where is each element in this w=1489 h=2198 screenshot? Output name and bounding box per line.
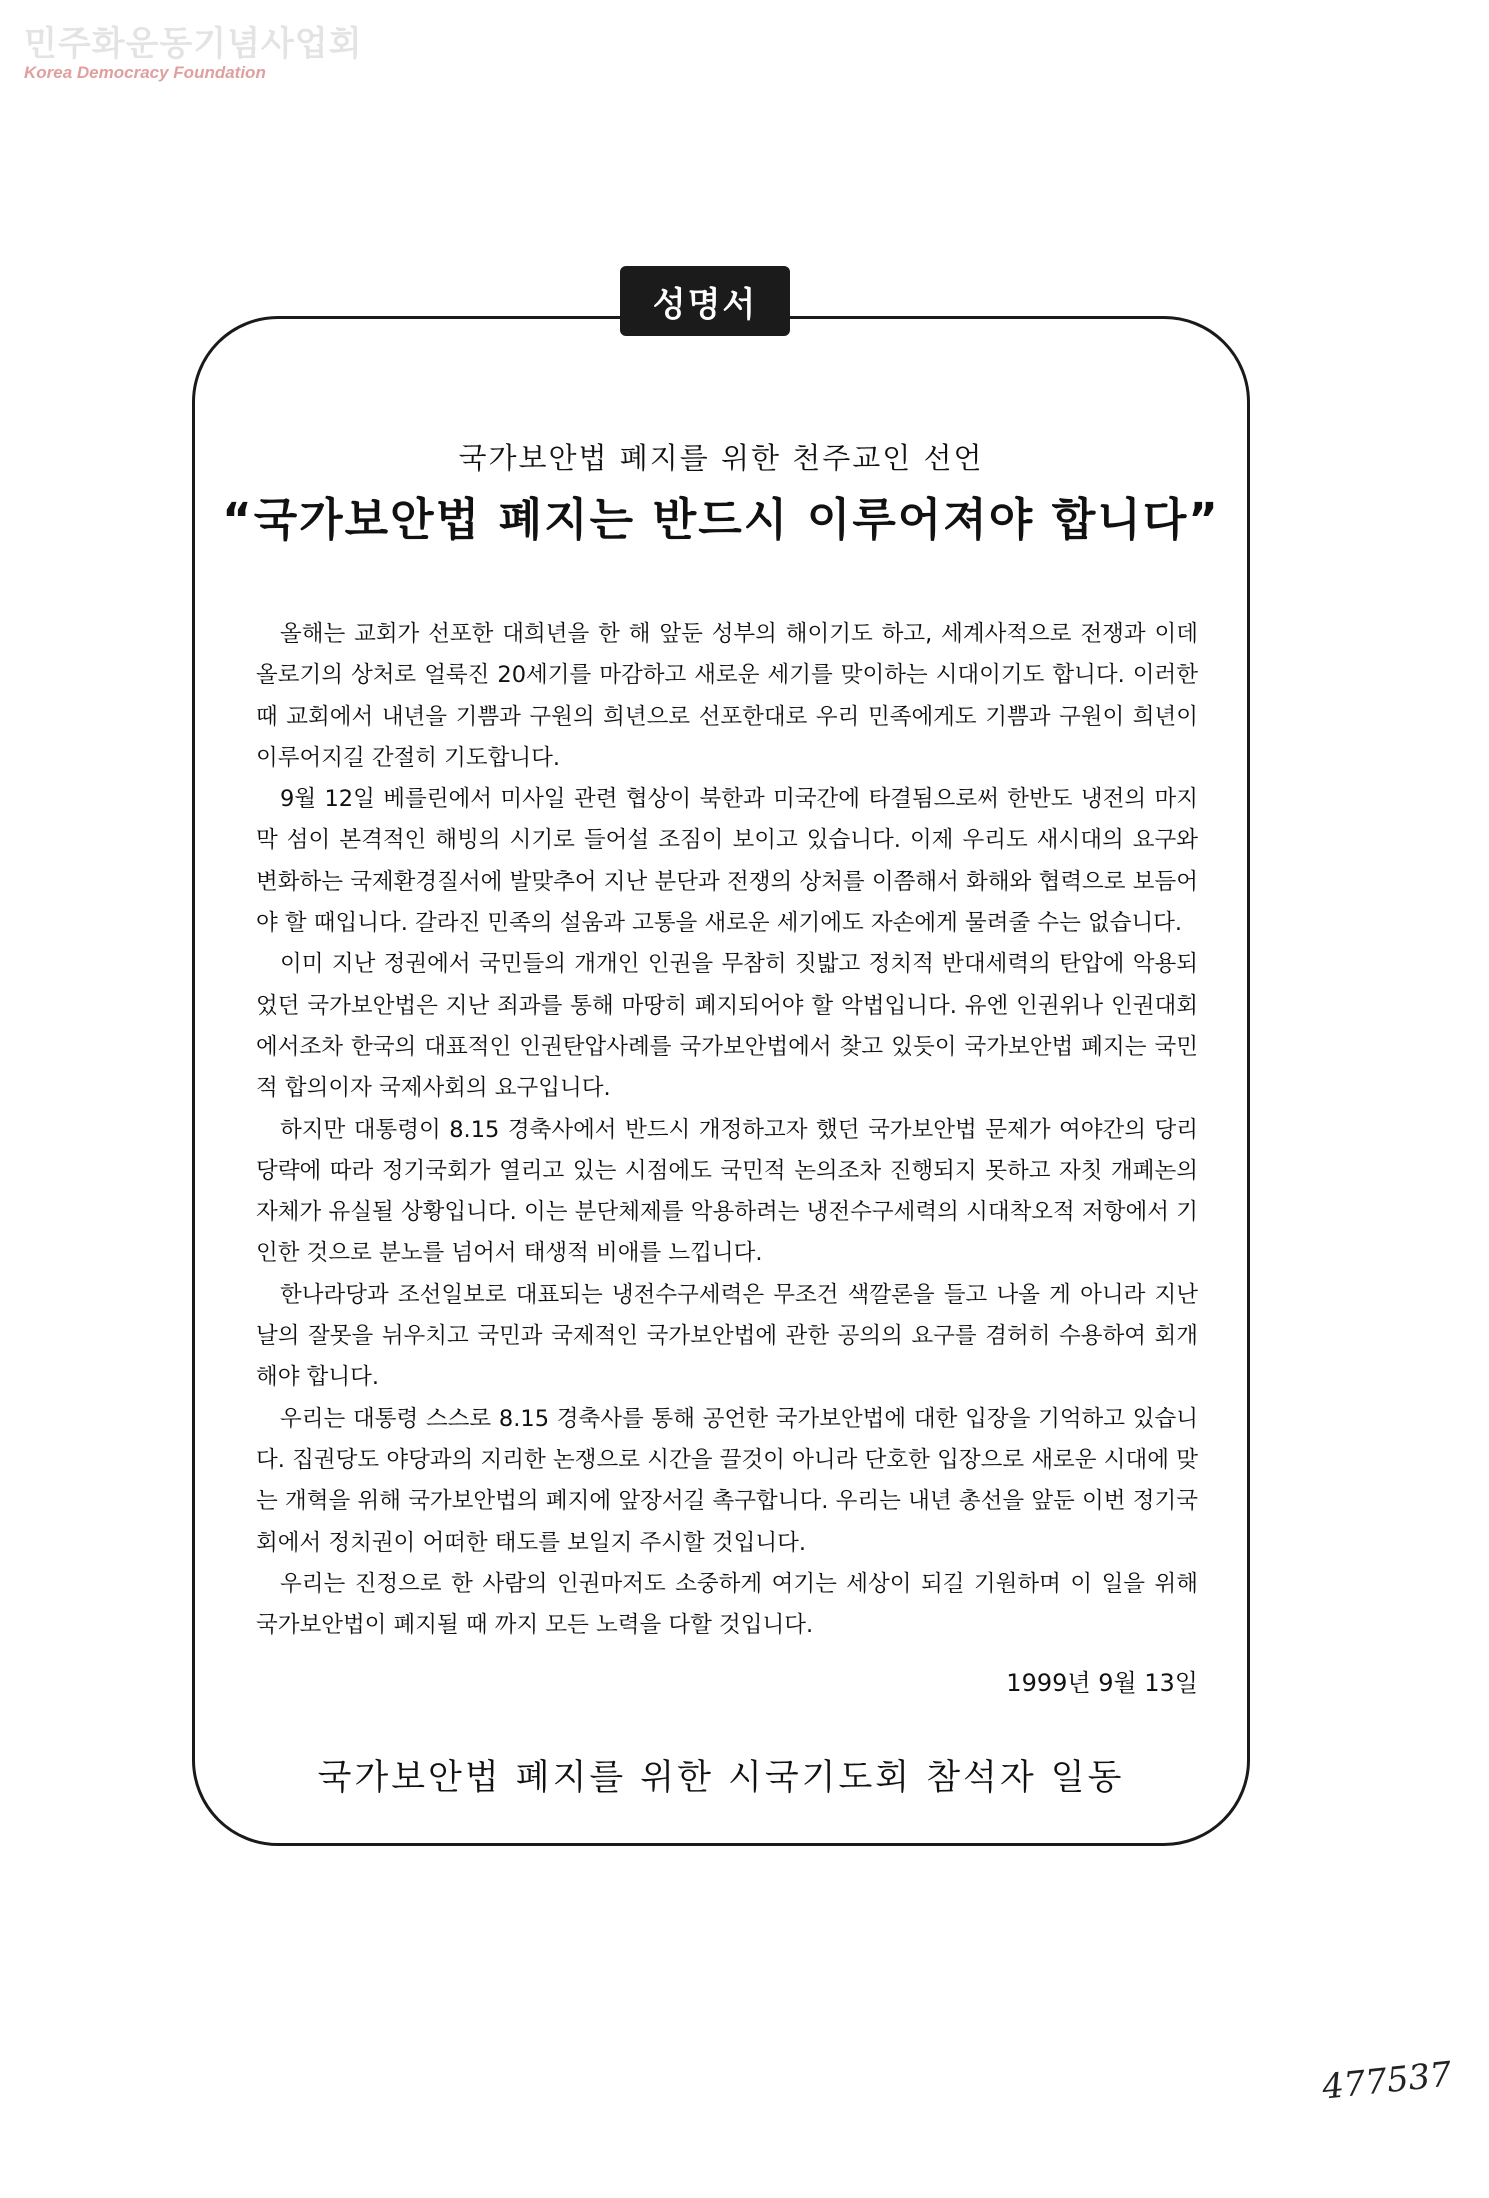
paragraph: 올해는 교회가 선포한 대희년을 한 해 앞둔 성부의 해이기도 하고, 세계사적으로 전쟁과 이데올로기의 상처로 얼룩진 20세기를 마감하고 새로운 세기를 맞이하는 시대이기도 합니다. 이러한 때 교회에서 내년을 기쁨과 구원의 희년으로 선포한대로 우리 민족에게도 기쁨과 구원이 희년이 이루어지길 간절히 기도합니다. bbox=[256, 621, 1198, 771]
paragraph: 하지만 대통령이 8.15 경축사에서 반드시 개정하고자 했던 국가보안법 문제가 여야간의 당리당략에 따라 정기국회가 열리고 있는 시점에도 국민적 논의조차 진행되지 못하고 자칫 개폐논의 자체가 유실될 상황입니다. 이는 분단체제를 악용하려는 냉전수구세력의 시대착오적 저항에서 기인한 것으로 분노를 넘어서 태생적 비애를 느낍니다. bbox=[256, 1116, 1198, 1267]
watermark-english: Korea Democracy Foundation bbox=[24, 63, 266, 82]
document-type-badge: 성명서 bbox=[620, 266, 790, 336]
document-title: “국가보안법 폐지는 반드시 이루어져야 합니다” bbox=[222, 493, 1220, 546]
paragraph: 한나라당과 조선일보로 대표되는 냉전수구세력은 무조건 색깔론을 들고 나올 게 아니라 지난날의 잘못을 뉘우치고 국민과 국제적인 국가보안법에 관한 공의의 요구를 겸허히 수용하여 회개해야 합니다. bbox=[256, 1281, 1198, 1391]
watermark-korean: 민주화운동기념사업회 bbox=[24, 24, 363, 64]
document-subtitle: 국가보안법 폐지를 위한 천주교인 선언 bbox=[458, 441, 984, 475]
paragraph: 9월 12일 베를린에서 미사일 관련 협상이 북한과 미국간에 타결됨으로써 한반도 냉전의 마지막 섬이 본격적인 해빙의 시기로 들어설 조짐이 보이고 있습니다. 이제 우리도 새시대의 요구와 변화하는 국제환경질서에 발맞추어 지난 분단과 전쟁의 상처를 이쯤해서 화해와 협력으로 보듬어야 할 때입니다. 갈라진 민족의 설움과 고통을 새로운 세기에도 자손에게 물려줄 수는 없습니다. bbox=[256, 786, 1198, 937]
paragraph: 이미 지난 정권에서 국민들의 개개인 인권을 무참히 짓밟고 정치적 반대세력의 탄압에 악용되었던 국가보안법은 지난 죄과를 통해 마땅히 폐지되어야 할 악법입니다. 유엔 인권위나 인권대회에서조차 한국의 대표적인 인권탄압사례를 국가보안법에서 찾고 있듯이 국가보안법 폐지는 국민적 합의이자 국제사회의 요구입니다. bbox=[256, 951, 1198, 1102]
paragraph: 우리는 대통령 스스로 8.15 경축사를 통해 공언한 국가보안법에 대한 입장을 기억하고 있습니다. 집권당도 야당과의 지리한 논쟁으로 시간을 끌것이 아니라 단호한 입장으로 새로운 시대에 맞는 개혁을 위해 국가보안법의 폐지에 앞장서길 촉구합니다. 우리는 내년 총선을 앞둔 이번 정기국회에서 정치권이 어떠한 태도를 보일지 주시할 것입니다. bbox=[256, 1405, 1198, 1556]
signatory: 국가보안법 폐지를 위한 시국기도회 참석자 일동 bbox=[317, 1758, 1125, 1798]
foundation-watermark bbox=[24, 24, 362, 83]
paragraph: 우리는 진정으로 한 사람의 인권마저도 소중하게 여기는 세상이 되길 기원하며 이 일을 위해 국가보안법이 폐지될 때 까지 모든 노력을 다할 것입니다. bbox=[256, 1570, 1198, 1639]
archive-number: 477537 bbox=[1320, 2054, 1454, 2108]
statement-date: 1999년 9월 13일 bbox=[1006, 1669, 1198, 1697]
statement-body bbox=[256, 614, 1198, 1646]
